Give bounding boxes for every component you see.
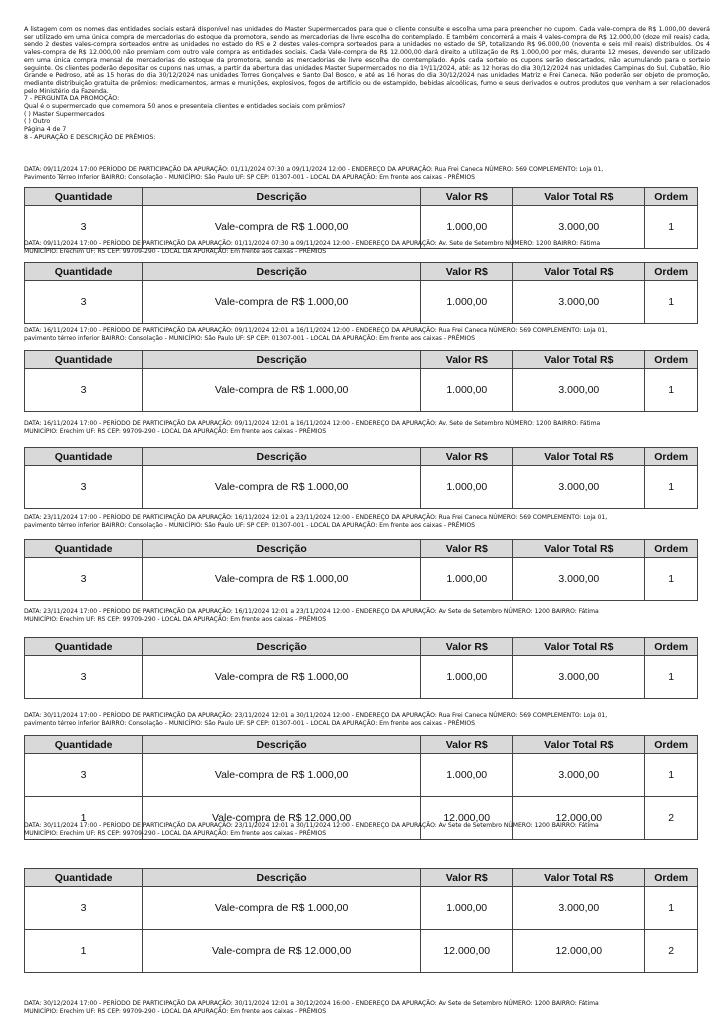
- table-cell: 1.000,00: [421, 466, 513, 509]
- table-cell: 1: [645, 369, 698, 412]
- table-cell: 1: [645, 656, 698, 699]
- table-cell: 1.000,00: [421, 281, 513, 324]
- table-cell: 3.000,00: [513, 558, 645, 601]
- column-header: Descrição: [143, 351, 421, 369]
- column-header: Ordem: [645, 736, 698, 754]
- table-cell: Vale-compra de R$ 1.000,00: [143, 281, 421, 324]
- intro-section: [24, 0, 710, 142]
- table-cell: Vale-compra de R$ 1.000,00: [143, 206, 421, 249]
- table-cell: 1: [645, 206, 698, 249]
- column-header: Ordem: [645, 448, 698, 466]
- table-cell: 3.000,00: [513, 466, 645, 509]
- column-header: Descrição: [143, 736, 421, 754]
- table-cell: 3: [25, 754, 143, 797]
- column-header: Valor R$: [421, 263, 513, 281]
- column-header: Ordem: [645, 263, 698, 281]
- table-cell: 3: [25, 369, 143, 412]
- table-cell: Vale-compra de R$ 1.000,00: [143, 887, 421, 930]
- column-header: Valor R$: [421, 448, 513, 466]
- apuracao-meta-line: MUNICÍPIO: Erechim UF: RS CEP: 99709-290 - LOCAL DA APURAÇÃO: Em frente aos caixas - PRÊMIOS: [24, 427, 327, 435]
- table-cell: 3.000,00: [513, 656, 645, 699]
- footer-meta: [24, 1000, 599, 1015]
- table-cell: 12.000,00: [421, 797, 513, 840]
- table-cell: 1: [645, 281, 698, 324]
- apuracao-meta: [24, 240, 600, 255]
- column-header: Ordem: [645, 540, 698, 558]
- table-cell: 12.000,00: [513, 797, 645, 840]
- prize-table: [24, 637, 698, 699]
- option-master: ( ) Master Supermercados: [24, 110, 105, 118]
- table-row: [25, 369, 698, 412]
- column-header: Ordem: [645, 351, 698, 369]
- apuracao-meta-line: MUNICÍPIO: Erechim UF: RS CEP: 99709-290 - LOCAL DA APURAÇÃO: Em frente aos caixas - PRÊMIOS: [24, 247, 327, 255]
- column-header: Valor Total R$: [513, 540, 645, 558]
- column-header: Valor R$: [421, 869, 513, 887]
- table-cell: 3.000,00: [513, 281, 645, 324]
- table-cell: 1.000,00: [421, 887, 513, 930]
- table-cell: 1: [25, 930, 143, 973]
- table-cell: 2: [645, 797, 698, 840]
- table-cell: Vale-compra de R$ 12.000,00: [143, 797, 421, 840]
- column-header: Descrição: [143, 448, 421, 466]
- intro-paragraph: A listagem com os nomes das entidades sociais estará disponível nas unidades do Master Supermercados para que o cliente consulte e escolha uma para preencher no cupom. Cada vale-compra de R$ 1.000,00 deverá ser utilizado em uma única compra de mercadorias do estoque da promotora, sendo as mercadorias de livre escolha do contemplado. E também concorrerá a mais 4 vales-compra de R$ 12.000,00 (doze mil reais) cada, sendo 2 destes vales-compra sorteados entre as unidades no estado do RS e 2 destes vales-compra sorteados para a unidades no estado de SP, totalizando R$ 96.000,00 (noventa e seis mil reais) distribuídos. Os 4 vales-compra de R$ 12.000,00 não premiam com outro vale compra as entidades sociais. Cada Vale-compra de R$ 12.000,00 dará direito a utilização de R$ 1.000,00 por mês, durante 12 meses, devendo ser utilizado em uma única compra mensal de mercadorias do estoque da promotora, sendo as mercadorias de livre escolha do comtemplado. Após cada sorteio os cupons serão descartados, não acumulando para o sorteio seguinte. Os clientes poderão depositar os cupons nas urnas, a partir da abertura das unidades Master Supermercados no dia 1º/11/2024, até: as 12 horas do dia 30/12/2024 nas unidades Campinas do Sul, Cubatão, Rio Grande e Pedroso, até as 15 horas do dia 30/12/2024 nas unidades Torres Gonçalves e Santo Dal Bosco, e até as 16 horas do dia 30/12/2024 nas unidades Matriz e Frei Caneca. Não poderão ser objeto de promoção, mediante distribuição gratuita de prêmios: medicamentos, armas e munições, explosivos, fogos de artifício ou de estampido, bebidas alcoólicas, fumo e seus derivados e outros produtos que venham a ser relacionados pelo Ministério da Fazenda.: [24, 26, 710, 95]
- apuracao-meta: [24, 712, 607, 727]
- table-row: [25, 466, 698, 509]
- column-header: Valor R$: [421, 188, 513, 206]
- table-cell: 3.000,00: [513, 754, 645, 797]
- table-cell: Vale-compra de R$ 1.000,00: [143, 754, 421, 797]
- apuracao-meta-line: DATA: 16/11/2024 17:00 - PERÍODO DE PARTICIPAÇÃO DA APURAÇÃO: 09/11/2024 12:01 a 16/11/2024 12:00 - ENDEREÇO DA APURAÇÃO: Rua Frei Caneca NÚMERO: 569 COMPLEMENTO: Loja 01,: [24, 327, 608, 334]
- apuracao-meta-line: DATA: 23/11/2024 17:00 - PERÍODO DE PARTICIPAÇÃO DA APURAÇÃO: 16/11/2024 12:01 a 23/11/2024 12:00 - ENDEREÇO DA APURAÇÃO: Rua Frei Caneca NÚMERO: 569 COMPLEMENTO: Loja 01,: [24, 514, 608, 521]
- prize-table: [24, 447, 698, 509]
- question-heading: 7 - PERGUNTA DA PROMOÇÃO:: [24, 95, 120, 103]
- table-cell: 3: [25, 466, 143, 509]
- apuracao-meta-line: DATA: 30/11/2024 17:00 - PERÍODO DE PARTICIPAÇÃO DA APURAÇÃO: 23/11/2024 12:01 a 30/11/2024 12:00 - ENDEREÇO DA APURAÇÃO: Rua Frei Caneca NÚMERO: 569 COMPLEMENTO: Loja 01,: [24, 712, 608, 719]
- column-header: Ordem: [645, 188, 698, 206]
- apuracao-meta: [24, 420, 600, 435]
- apuracao-meta-line: Pavimento Térreo Inferior BAIRRO: Consolação - MUNICÍPIO: São Paulo UF: SP CEP: 01307-001 - LOCAL DA APURAÇÃO: Em frente aos caixas - PRÊMIOS: [24, 173, 475, 181]
- table-cell: 3: [25, 281, 143, 324]
- apuracao-meta-line: pavimento térreo inferior BAIRRO: Consolação - MUNICÍPIO: São Paulo UF: SP CEP: 01307-001 - LOCAL DA APURAÇÃO: Em frente aos caixas - PRÊMIOS: [24, 719, 475, 727]
- apuracao-meta-line: DATA: 30/11/2024 17:00 - PERÍODO DE PARTICIPAÇÃO DA APURAÇÃO: 23/11/2024 12:01 a 30/11/2024 12:00 - ENDEREÇO DA APURAÇÃO: Av Sete de Setembro NÚMERO: 1200 BAIRRO: Fátima: [24, 822, 599, 829]
- column-header: Quantidade: [25, 869, 143, 887]
- table-cell: 1.000,00: [421, 656, 513, 699]
- table-cell: 1: [645, 754, 698, 797]
- apuracao-meta-line: MUNICÍPIO: Erechim UF: RS CEP: 99709-290 - LOCAL DA APURAÇÃO: Em frente aos caixas - PRÊMIOS: [24, 829, 327, 837]
- table-cell: 12.000,00: [513, 930, 645, 973]
- table-cell: 3.000,00: [513, 206, 645, 249]
- column-header: Valor Total R$: [513, 351, 645, 369]
- column-header: Valor R$: [421, 736, 513, 754]
- table-row: [25, 281, 698, 324]
- prize-table: [24, 350, 698, 412]
- column-header: Descrição: [143, 540, 421, 558]
- apuracao-meta: [24, 514, 607, 529]
- document-page: [0, 0, 724, 142]
- column-header: Valor Total R$: [513, 448, 645, 466]
- table-cell: 3: [25, 558, 143, 601]
- column-header: Quantidade: [25, 736, 143, 754]
- table-cell: 1.000,00: [421, 369, 513, 412]
- column-header: Valor R$: [421, 540, 513, 558]
- apuracao-meta-line: MUNICÍPIO: Erechim UF: RS CEP: 99709-290 - LOCAL DA APURAÇÃO: Em frente aos caixas - PRÊMIOS: [24, 615, 327, 623]
- apuracao-meta-line: DATA: 09/11/2024 17:00 - PERÍODO DE PARTICIPAÇÃO DA APURAÇÃO: 01/11/2024 07:30 a 09/11/2024 12:00 - ENDEREÇO DA APURAÇÃO: Av. Sete de Setembro NÚMERO: 1200 BAIRRO: Fátima: [24, 240, 601, 247]
- table-cell: Vale-compra de R$ 1.000,00: [143, 656, 421, 699]
- apuracao-meta: [24, 327, 607, 342]
- column-header: Descrição: [143, 869, 421, 887]
- column-header: Valor Total R$: [513, 736, 645, 754]
- column-header: Valor Total R$: [513, 188, 645, 206]
- column-header: Descrição: [143, 638, 421, 656]
- footer-meta-line: DATA: 30/12/2024 17:00 - PERÍODO DE PARTICIPAÇÃO DA APURAÇÃO: 30/11/2024 12:01 a 30/12/2024 16:00 - ENDEREÇO DA APURAÇÃO: Av Sete de Setembro NÚMERO: 1200 BAIRRO: Fátima: [24, 1000, 599, 1007]
- table-cell: 12.000,00: [421, 930, 513, 973]
- apuracao-meta-line: DATA: 16/11/2024 17:00 - PERÍODO DE PARTICIPAÇÃO DA APURAÇÃO: 09/11/2024 12:01 a 16/11/2024 12:00 - ENDEREÇO DA APURAÇÃO: Av. Sete de Setembro NÚMERO: 1200 BAIRRO: Fátima: [24, 420, 601, 427]
- table-cell: Vale-compra de R$ 1.000,00: [143, 369, 421, 412]
- apuracao-meta-line: DATA: 23/11/2024 17:00 - PERÍODO DE PARTICIPAÇÃO DA APURAÇÃO: 16/11/2024 12:01 a 23/11/2024 12:00 - ENDEREÇO DA APURAÇÃO: Av Sete de Setembro NÚMERO: 1200 BAIRRO: Fátima: [24, 608, 599, 615]
- column-header: Valor R$: [421, 638, 513, 656]
- table-cell: 1: [645, 466, 698, 509]
- column-header: Quantidade: [25, 638, 143, 656]
- column-header: Ordem: [645, 638, 698, 656]
- apuracao-meta: [24, 822, 599, 837]
- apuracao-meta: [24, 608, 599, 623]
- column-header: Quantidade: [25, 188, 143, 206]
- table-cell: 3.000,00: [513, 369, 645, 412]
- apuracao-meta: [24, 166, 603, 181]
- column-header: Valor Total R$: [513, 263, 645, 281]
- table-cell: 1: [25, 797, 143, 840]
- column-header: Descrição: [143, 263, 421, 281]
- column-header: Valor Total R$: [513, 869, 645, 887]
- column-header: Quantidade: [25, 351, 143, 369]
- table-cell: 2: [645, 930, 698, 973]
- question-text: Qual é o supermercado que comemora 50 anos e presenteia clientes e entidades sociais com prêmios?: [24, 103, 346, 111]
- prize-table: [24, 539, 698, 601]
- apuracao-meta-line: pavimento térreo inferior BAIRRO: Consolação - MUNICÍPIO: São Paulo UF: SP CEP: 01307-001 - LOCAL DA APURAÇÃO: Em frente aos caixas - PRÊMIOS: [24, 334, 475, 342]
- table-row: [25, 754, 698, 797]
- prize-table: [24, 868, 698, 973]
- table-cell: 1: [645, 887, 698, 930]
- column-header: Valor Total R$: [513, 638, 645, 656]
- table-cell: Vale-compra de R$ 1.000,00: [143, 466, 421, 509]
- table-row: [25, 930, 698, 973]
- column-header: Descrição: [143, 188, 421, 206]
- table-cell: 3: [25, 887, 143, 930]
- table-cell: 3: [25, 656, 143, 699]
- table-row: [25, 558, 698, 601]
- table-cell: 3: [25, 206, 143, 249]
- option-outro: ( ) Outro: [24, 118, 51, 126]
- column-header: Ordem: [645, 869, 698, 887]
- column-header: Quantidade: [25, 540, 143, 558]
- apuracao-meta-line: pavimento térreo inferior BAIRRO: Consolação - MUNICÍPIO: São Paulo UF: SP CEP: 01307-001 - LOCAL DA APURAÇÃO: Em frente aos caixas - PRÊMIOS: [24, 521, 475, 529]
- table-cell: Vale-compra de R$ 1.000,00: [143, 558, 421, 601]
- table-cell: 1.000,00: [421, 754, 513, 797]
- table-cell: 1.000,00: [421, 558, 513, 601]
- page-number: Página 4 de 7: [24, 126, 67, 134]
- table-row: [25, 656, 698, 699]
- footer-meta-line: MUNICÍPIO: Erechim UF: RS CEP: 99709-290 - LOCAL DA APURAÇÃO: Em frente aos caixas - PRÊMIOS: [24, 1007, 327, 1015]
- table-cell: 3.000,00: [513, 887, 645, 930]
- prize-table: [24, 262, 698, 324]
- table-cell: Vale-compra de R$ 12.000,00: [143, 930, 421, 973]
- table-row: [25, 887, 698, 930]
- section-heading: 8 - APURAÇÃO E DESCRIÇÃO DE PRÊMIOS:: [24, 133, 156, 141]
- table-cell: 1: [645, 558, 698, 601]
- table-cell: 1.000,00: [421, 206, 513, 249]
- column-header: Quantidade: [25, 448, 143, 466]
- column-header: Quantidade: [25, 263, 143, 281]
- apuracao-meta-line: DATA: 09/11/2024 17:00 PERÍODO DE PARTICIPAÇÃO DA APURAÇÃO: 01/11/2024 07:30 a 09/11/2024 12:00 - ENDEREÇO DA APURAÇÃO: Rua Frei Caneca NÚMERO: 569 COMPLEMENTO: Loja 01,: [24, 166, 604, 173]
- column-header: Valor R$: [421, 351, 513, 369]
